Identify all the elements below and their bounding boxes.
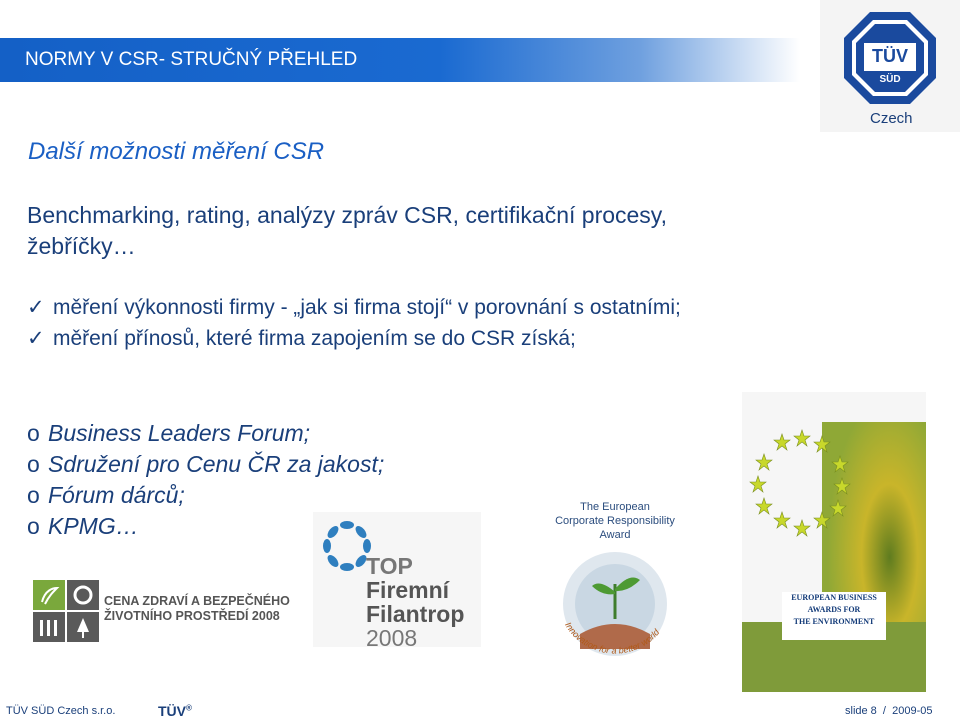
eu-csr-line3: Award [599,529,631,541]
country-label: Czech [870,110,913,127]
eu-env-line3: THE ENVIRONMENT [793,617,875,626]
eu-csr-line1: The European [580,501,650,513]
checklist-item [27,323,681,354]
eu-env-line2: AWARDS FOR [807,605,861,614]
top-filantrop-logo [313,512,481,651]
checklist [27,292,681,354]
eu-csr-line2: Corporate Responsibility [555,515,675,527]
footer-slide-info [845,705,932,717]
award-tiles-icon [33,580,99,642]
slide-title: NORMY V CSR- STRUČNÝ PŘEHLED [25,49,358,70]
european-csr-award-logo [540,500,690,660]
intro-text: Benchmarking, rating, analýzy zpráv CSR, certifikační procesy, žebříčky… [27,202,667,259]
eu-env-line1: EUROPEAN BUSINESS [791,593,877,602]
checkmark-icon: ✓ [27,327,45,350]
title-bar [0,38,800,82]
health-award-text [104,594,290,624]
european-environment-award-logo [742,392,926,692]
bullet-icon: o [27,482,40,508]
health-award-line2: ŽIVOTNÍHO PROSTŘEDÍ 2008 [104,609,280,623]
organization-name: Business Leaders Forum; [48,420,311,446]
health-environment-award-logo [33,580,290,642]
hands-plant-icon [540,544,690,659]
list-item [27,480,384,511]
eu-stars-sunflower-icon [742,392,926,692]
checklist-text: měření přínosů, které firma zapojením se do CSR získá; [53,327,576,350]
filantrop-text [366,554,464,650]
tuv-sud-logo [820,0,960,132]
list-item [27,449,384,480]
filantrop-line3: Filantrop [366,601,465,627]
bullet-icon: o [27,513,40,539]
bullet-icon: o [27,420,40,446]
eu-csr-award-title [540,500,690,542]
sud-logo-text: SÜD [879,74,901,85]
filantrop-line2: Firemní [366,577,450,603]
footer-separator: / [882,705,886,717]
bullet-icon: o [27,451,40,477]
slide-date: 2009-05 [892,705,933,717]
list-item [27,418,384,449]
footer-tuv-text: TÜV [158,703,186,719]
footer-tuv-mark: TÜV® [158,703,192,719]
checkmark-icon: ✓ [27,296,45,319]
organization-name: KPMG… [48,513,139,539]
filantrop-line1: TOP [366,553,413,579]
eu-csr-ring-text: Innovation for a better world [563,620,662,656]
footer-company: TÜV SÜD Czech s.r.o. [6,705,116,717]
checklist-item [27,292,681,323]
tuv-octagon-icon [842,10,938,106]
checklist-text: měření výkonnosti firmy - „jak si firma stojí“ v porovnání s ostatními; [53,296,681,319]
subtitle: Další možnosti měření CSR [28,138,325,165]
tuv-logo-text: TÜV [872,46,908,66]
footer [0,700,960,719]
health-award-line1: CENA ZDRAVÍ A BEZPEČNÉHO [104,594,290,608]
filantrop-line4: 2008 [366,625,418,651]
organization-name: Sdružení pro Cenu ČR za jakost; [48,451,385,477]
slide-number: slide 8 [845,705,877,717]
organization-name: Fórum dárců; [48,482,185,508]
eu-env-award-panel [782,592,886,640]
